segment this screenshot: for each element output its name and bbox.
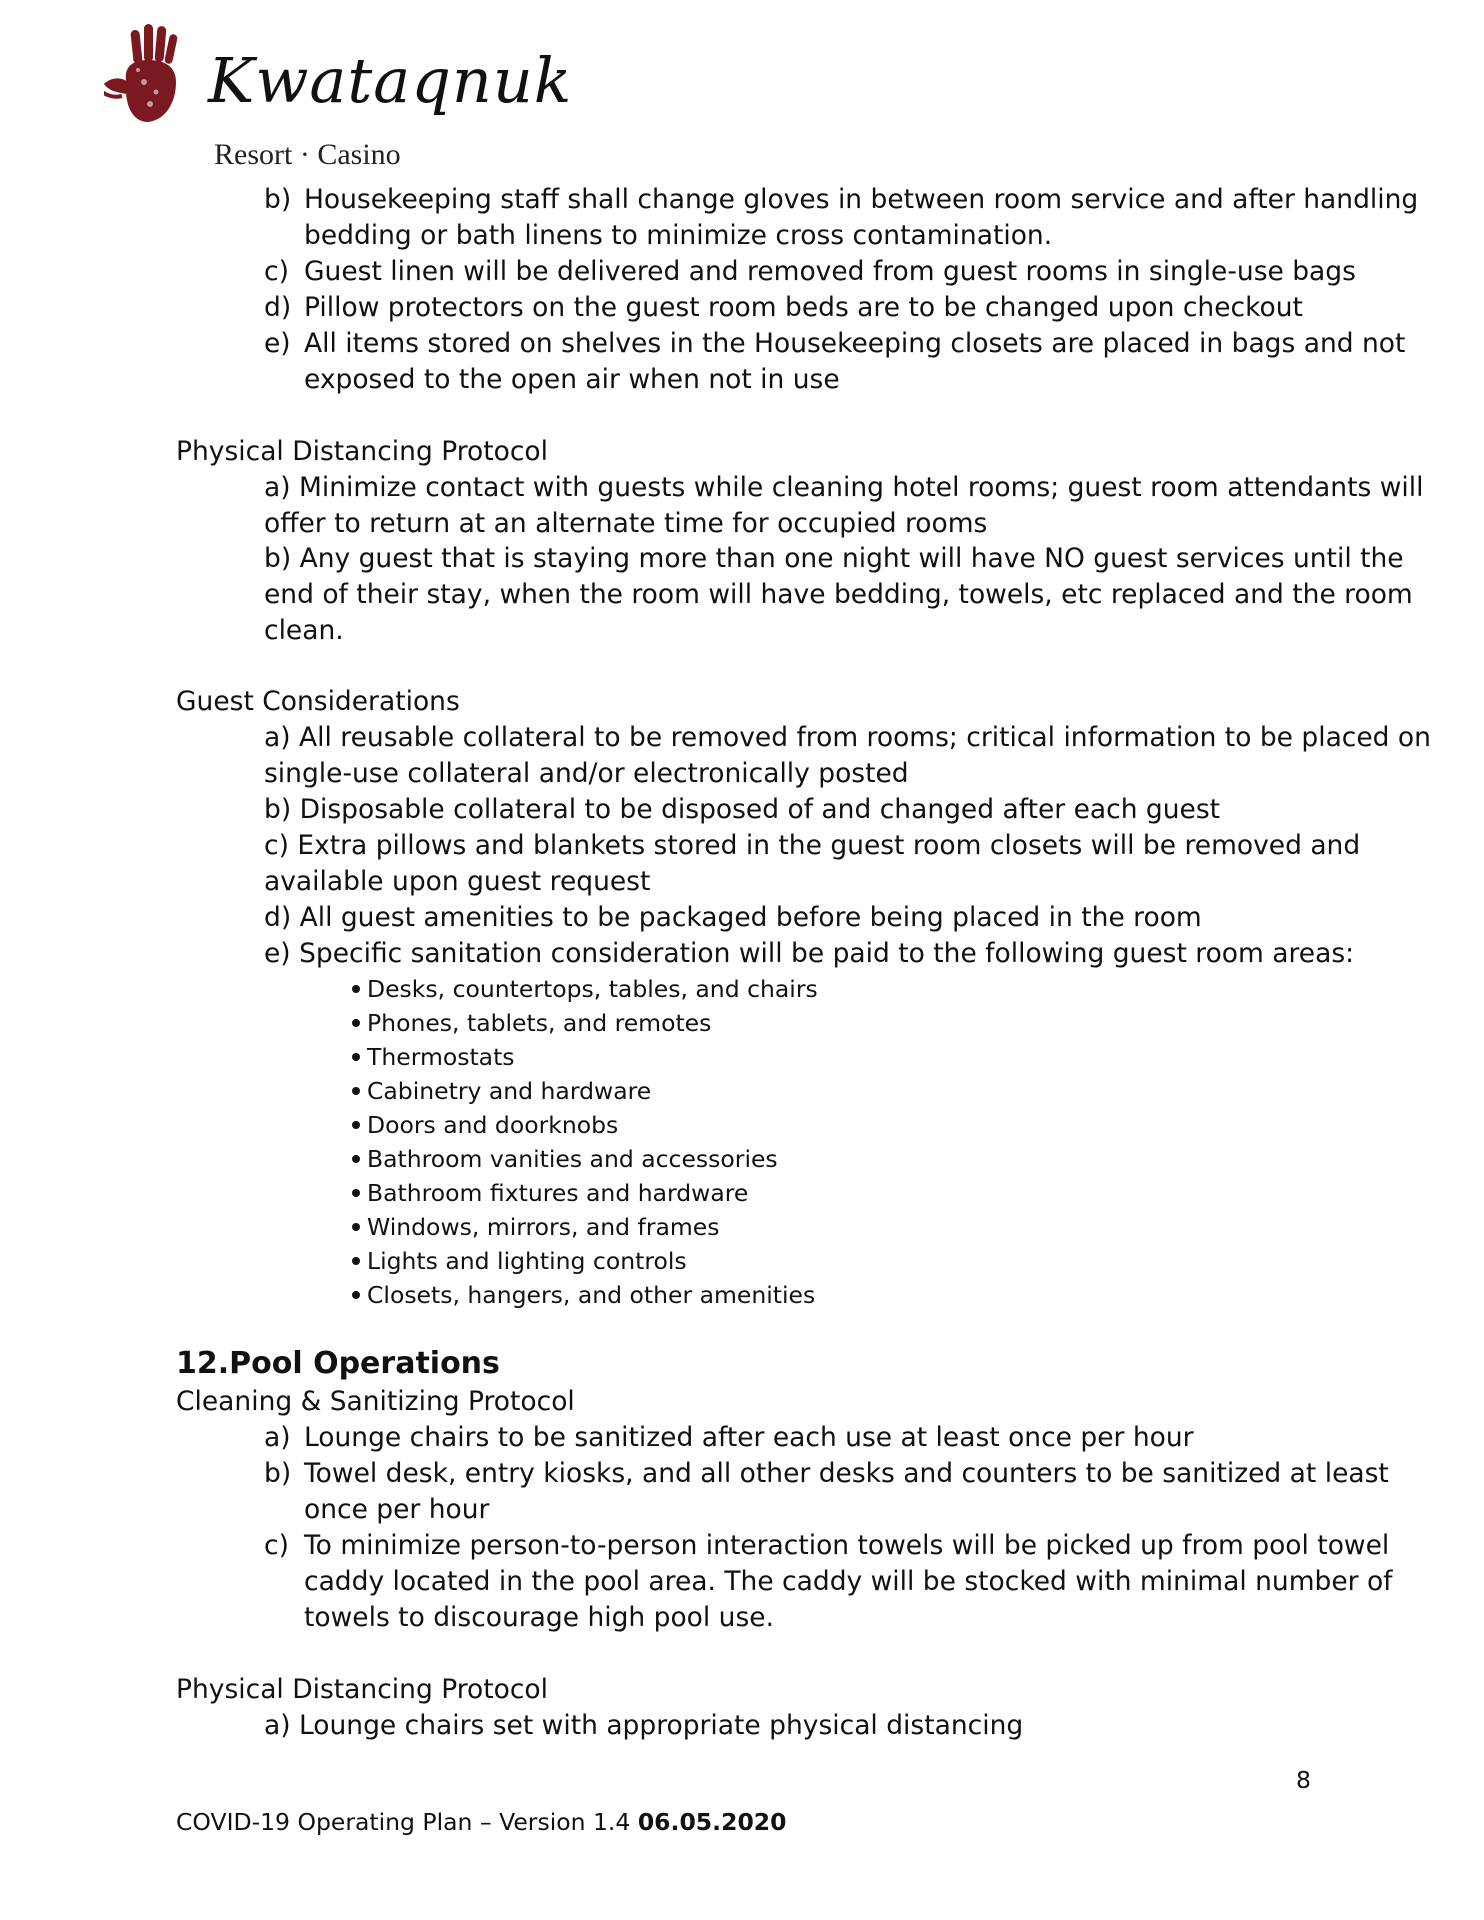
bullet-dot-icon [352,1019,360,1027]
list-item-text: bedding or bath linens to minimize cross contamination. [304,220,1053,251]
bullet-dot-icon [352,1121,360,1129]
bullet-item: Doors and doorknobs [352,1110,618,1140]
paragraph-line: b) Disposable collateral to be disposed of and changed after each guest [264,794,1221,825]
paragraph-line: a) Lounge chairs set with appropriate physical distancing [264,1710,1024,1741]
page-number: 8 [1296,1766,1311,1794]
bullet-dot-icon [352,1053,360,1061]
list-item-text: caddy located in the pool area. The caddy will be stocked with minimal number of [304,1566,1393,1597]
bullet-dot-icon [352,1189,360,1197]
list-item-text: Towel desk, entry kiosks, and all other desks and counters to be sanitized at least [304,1458,1389,1489]
bullet-item: Desks, countertops, tables, and chairs [352,974,818,1004]
bullet-item: Lights and lighting controls [352,1246,687,1276]
page-footer [176,1808,787,1836]
list-item-text: once per hour [304,1494,490,1525]
footer-date: 06.05.2020 [637,1808,787,1836]
bullet-dot-icon [352,1155,360,1163]
bullet-dot-icon [352,985,360,993]
bullet-item: Cabinetry and hardware [352,1076,651,1106]
list-label: c) [264,1530,289,1561]
bullet-item: Closets, hangers, and other amenities [352,1280,815,1310]
bullet-item: Bathroom fixtures and hardware [352,1178,748,1208]
bullet-dot-icon [352,1223,360,1231]
paragraph-line: a) All reusable collateral to be removed from rooms; critical information to be placed on [264,722,1431,753]
bullet-dot-icon [352,1087,360,1095]
list-item-text: All items stored on shelves in the Housekeeping closets are placed in bags and not [304,328,1406,359]
list-label: d) [264,292,292,323]
bullet-dot-icon [352,1257,360,1265]
paragraph-line: offer to return at an alternate time for occupied rooms [264,508,988,539]
list-item-text: Guest linen will be delivered and removed from guest rooms in single-use bags [304,256,1356,287]
list-label: c) [264,256,289,287]
paragraph-line: end of their stay, when the room will have bedding, towels, etc replaced and the room [264,579,1413,610]
list-item-text: exposed to the open air when not in use [304,364,840,395]
paragraph-line: e) Specific sanitation consideration will be paid to the following guest room areas: [264,938,1355,969]
section-heading: 12.Pool Operations [176,1346,500,1381]
list-item-text: Lounge chairs to be sanitized after each use at least once per hour [304,1422,1194,1453]
bullet-dot-icon [352,1291,360,1299]
handprint-icon [104,22,204,132]
list-label: b) [264,1458,292,1489]
paragraph-line: single-use collateral and/or electronically posted [264,758,909,789]
list-item-text: To minimize person-to-person interaction towels will be picked up from pool towel [304,1530,1390,1561]
paragraph-line: b) Any guest that is staying more than one night will have NO guest services until the [264,543,1404,574]
logo-tagline: Resort · Casino [214,138,401,171]
section-title: Physical Distancing Protocol [176,436,548,467]
paragraph-line: a) Minimize contact with guests while cleaning hotel rooms; guest room attendants will [264,472,1424,503]
paragraph-line: clean. [264,615,344,646]
list-item-text: Pillow protectors on the guest room beds are to be changed upon checkout [304,292,1303,323]
list-item-text: Housekeeping staff shall change gloves in between room service and after handling [304,184,1419,215]
list-label: b) [264,184,292,215]
footer-text: COVID-19 Operating Plan – Version 1.4 [176,1808,638,1836]
bullet-item: Bathroom vanities and accessories [352,1144,778,1174]
list-label: a) [264,1422,291,1453]
section-title: Guest Considerations [176,686,460,717]
logo-wordmark: Kwataqnuk [208,44,573,117]
resort-logo [104,22,573,172]
bullet-item: Windows, mirrors, and frames [352,1212,720,1242]
section-title: Physical Distancing Protocol [176,1674,548,1705]
paragraph-line: c) Extra pillows and blankets stored in the guest room closets will be removed and [264,830,1361,861]
paragraph-line: d) All guest amenities to be packaged before being placed in the room [264,902,1202,933]
bullet-item: Phones, tablets, and remotes [352,1008,711,1038]
bullet-item: Thermostats [352,1042,515,1072]
section-title: Cleaning & Sanitizing Protocol [176,1386,575,1417]
list-item-text: towels to discourage high pool use. [304,1602,775,1633]
list-label: e) [264,328,291,359]
paragraph-line: available upon guest request [264,866,651,897]
